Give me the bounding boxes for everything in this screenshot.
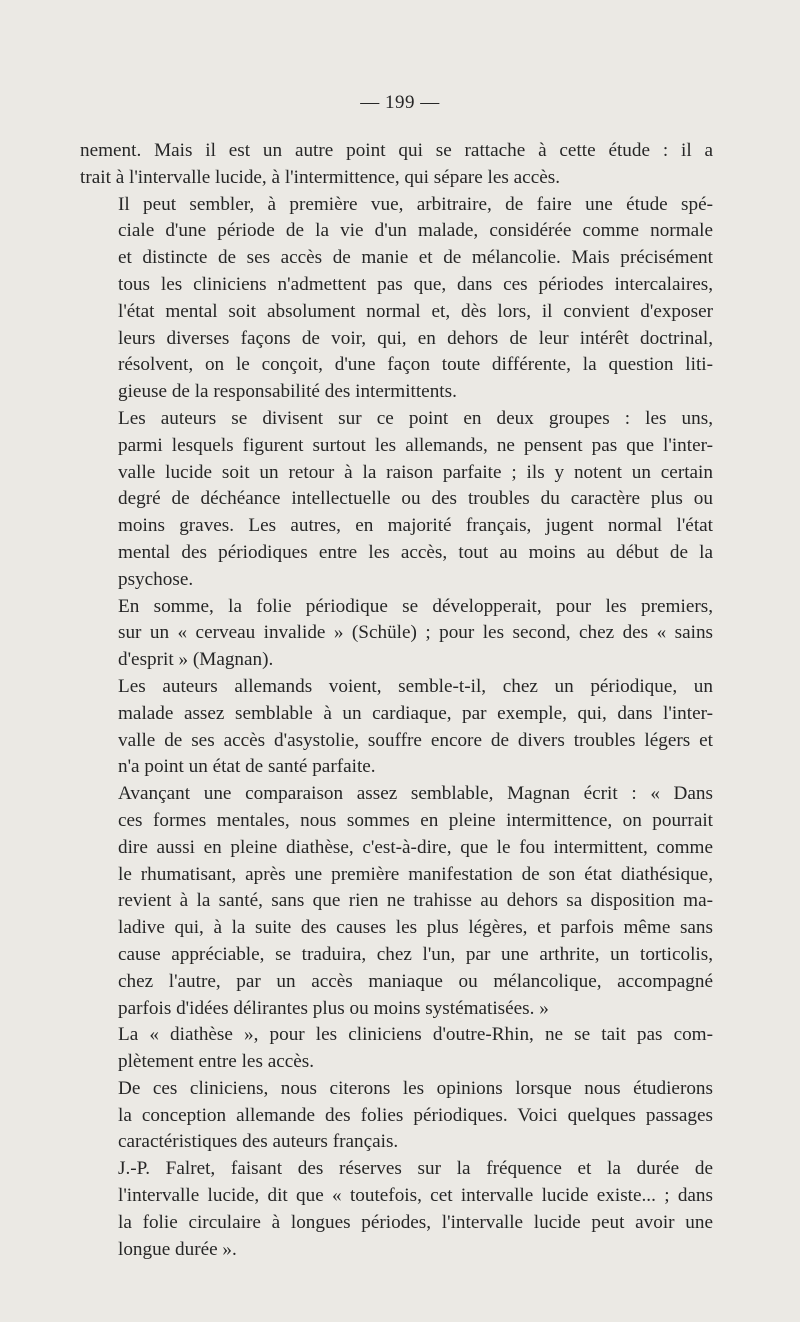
text-line: valle de ses accès d'asystolie, souffre encore de divers troubles légers et <box>118 729 713 751</box>
text-line: et distincte de ses accès de manie et de mélancolie. Mais précisément <box>118 247 713 269</box>
paragraph <box>80 138 713 192</box>
text-line: Avançant une comparaison assez semblable, Magnan écrit : « Dans <box>118 783 713 805</box>
text-line: dire aussi en pleine diathèse, c'est-à-dire, que le fou intermittent, comme <box>118 836 713 858</box>
text-line: la conception allemande des folies périodiques. Voici quelques passages <box>118 1104 713 1126</box>
paragraph <box>80 192 713 406</box>
text-line: J.-P. Falret, faisant des réserves sur la fréquence et la durée de <box>118 1158 713 1180</box>
text-line: La « diathèse », pour les cliniciens d'outre-Rhin, ne se tait pas com- <box>118 1024 713 1046</box>
text-line: parmi lesquels figurent surtout les allemands, ne pensent pas que l'inter- <box>118 434 713 456</box>
paragraph <box>80 594 713 674</box>
text-line: mental des périodiques entre les accès, tout au moins au début de la <box>118 541 713 563</box>
text-line: Les auteurs se divisent sur ce point en deux groupes : les uns, <box>118 407 713 429</box>
text-line: De ces cliniciens, nous citerons les opinions lorsque nous étudierons <box>118 1077 713 1099</box>
text-line: ciale d'une période de la vie d'un malade, considérée comme normale <box>118 220 713 242</box>
text-line: parfois d'idées délirantes plus ou moins systématisées. » <box>118 997 549 1019</box>
text-line: revient à la santé, sans que rien ne trahisse au dehors sa disposition ma- <box>118 890 713 912</box>
text-line: trait à l'intervalle lucide, à l'intermittence, qui sépare les accès. <box>80 166 560 188</box>
text-line: nement. Mais il est un autre point qui se rattache à cette étude : il a <box>80 140 713 161</box>
text-line: leurs diverses façons de voir, qui, en dehors de leur intérêt doctrinal, <box>118 327 713 349</box>
paragraph <box>80 1156 713 1263</box>
text-line: résolvent, on le conçoit, d'une façon toute différente, la question liti- <box>118 354 713 376</box>
paragraph <box>80 781 713 1022</box>
text-line: plètement entre les accès. <box>118 1051 315 1073</box>
text-line: ces formes mentales, nous sommes en pleine intermittence, on pourrait <box>118 809 713 831</box>
text-line: longue durée ». <box>118 1238 237 1260</box>
text-line: caractéristiques des auteurs français. <box>118 1131 399 1153</box>
text-line: l'intervalle lucide, dit que « toutefois, cet intervalle lucide existe... ; dans <box>118 1185 713 1207</box>
paragraph <box>80 674 713 781</box>
text-line: cause appréciable, se traduira, chez l'un, par une arthrite, un torticolis, <box>118 943 713 965</box>
text-line: moins graves. Les autres, en majorité français, jugent normal l'état <box>118 515 713 537</box>
paragraph <box>80 1022 713 1076</box>
text-line: l'état mental soit absolument normal et, dès lors, il convient d'exposer <box>118 300 713 322</box>
paragraph <box>80 406 713 594</box>
text-line: gieuse de la responsabilité des intermittents. <box>118 381 457 403</box>
page-number: — 199 — <box>360 92 440 113</box>
paragraph <box>80 1076 713 1156</box>
text-line: En somme, la folie périodique se développerait, pour les premiers, <box>118 595 713 617</box>
text-line: tous les cliniciens n'admettent pas que, dans ces périodes intercalaires, <box>118 273 713 295</box>
text-line: degré de déchéance intellectuelle ou des troubles du caractère plus ou <box>118 488 713 510</box>
text-line: sur un « cerveau invalide » (Schüle) ; pour les second, chez des « sains <box>118 622 713 644</box>
text-line: malade assez semblable à un cardiaque, par exemple, qui, dans l'inter- <box>118 702 713 724</box>
text-line: n'a point un état de santé parfaite. <box>118 756 376 778</box>
text-body <box>80 138 713 1263</box>
text-line: psychose. <box>118 568 194 590</box>
text-line: le rhumatisant, après une première manifestation de son état diathésique, <box>118 863 713 885</box>
text-line: la folie circulaire à longues périodes, l'intervalle lucide peut avoir une <box>118 1211 713 1233</box>
text-line: Les auteurs allemands voient, semble-t-il, chez un périodique, un <box>118 675 713 697</box>
text-line: ladive qui, à la suite des causes les plus légères, et parfois même sans <box>118 917 713 939</box>
text-line: chez l'autre, par un accès maniaque ou mélancolique, accompagné <box>118 970 713 992</box>
text-line: Il peut sembler, à première vue, arbitraire, de faire une étude spé- <box>118 193 713 215</box>
text-line: d'esprit » (Magnan). <box>118 649 274 671</box>
text-line: valle lucide soit un retour à la raison parfaite ; ils y notent un certain <box>118 461 713 483</box>
